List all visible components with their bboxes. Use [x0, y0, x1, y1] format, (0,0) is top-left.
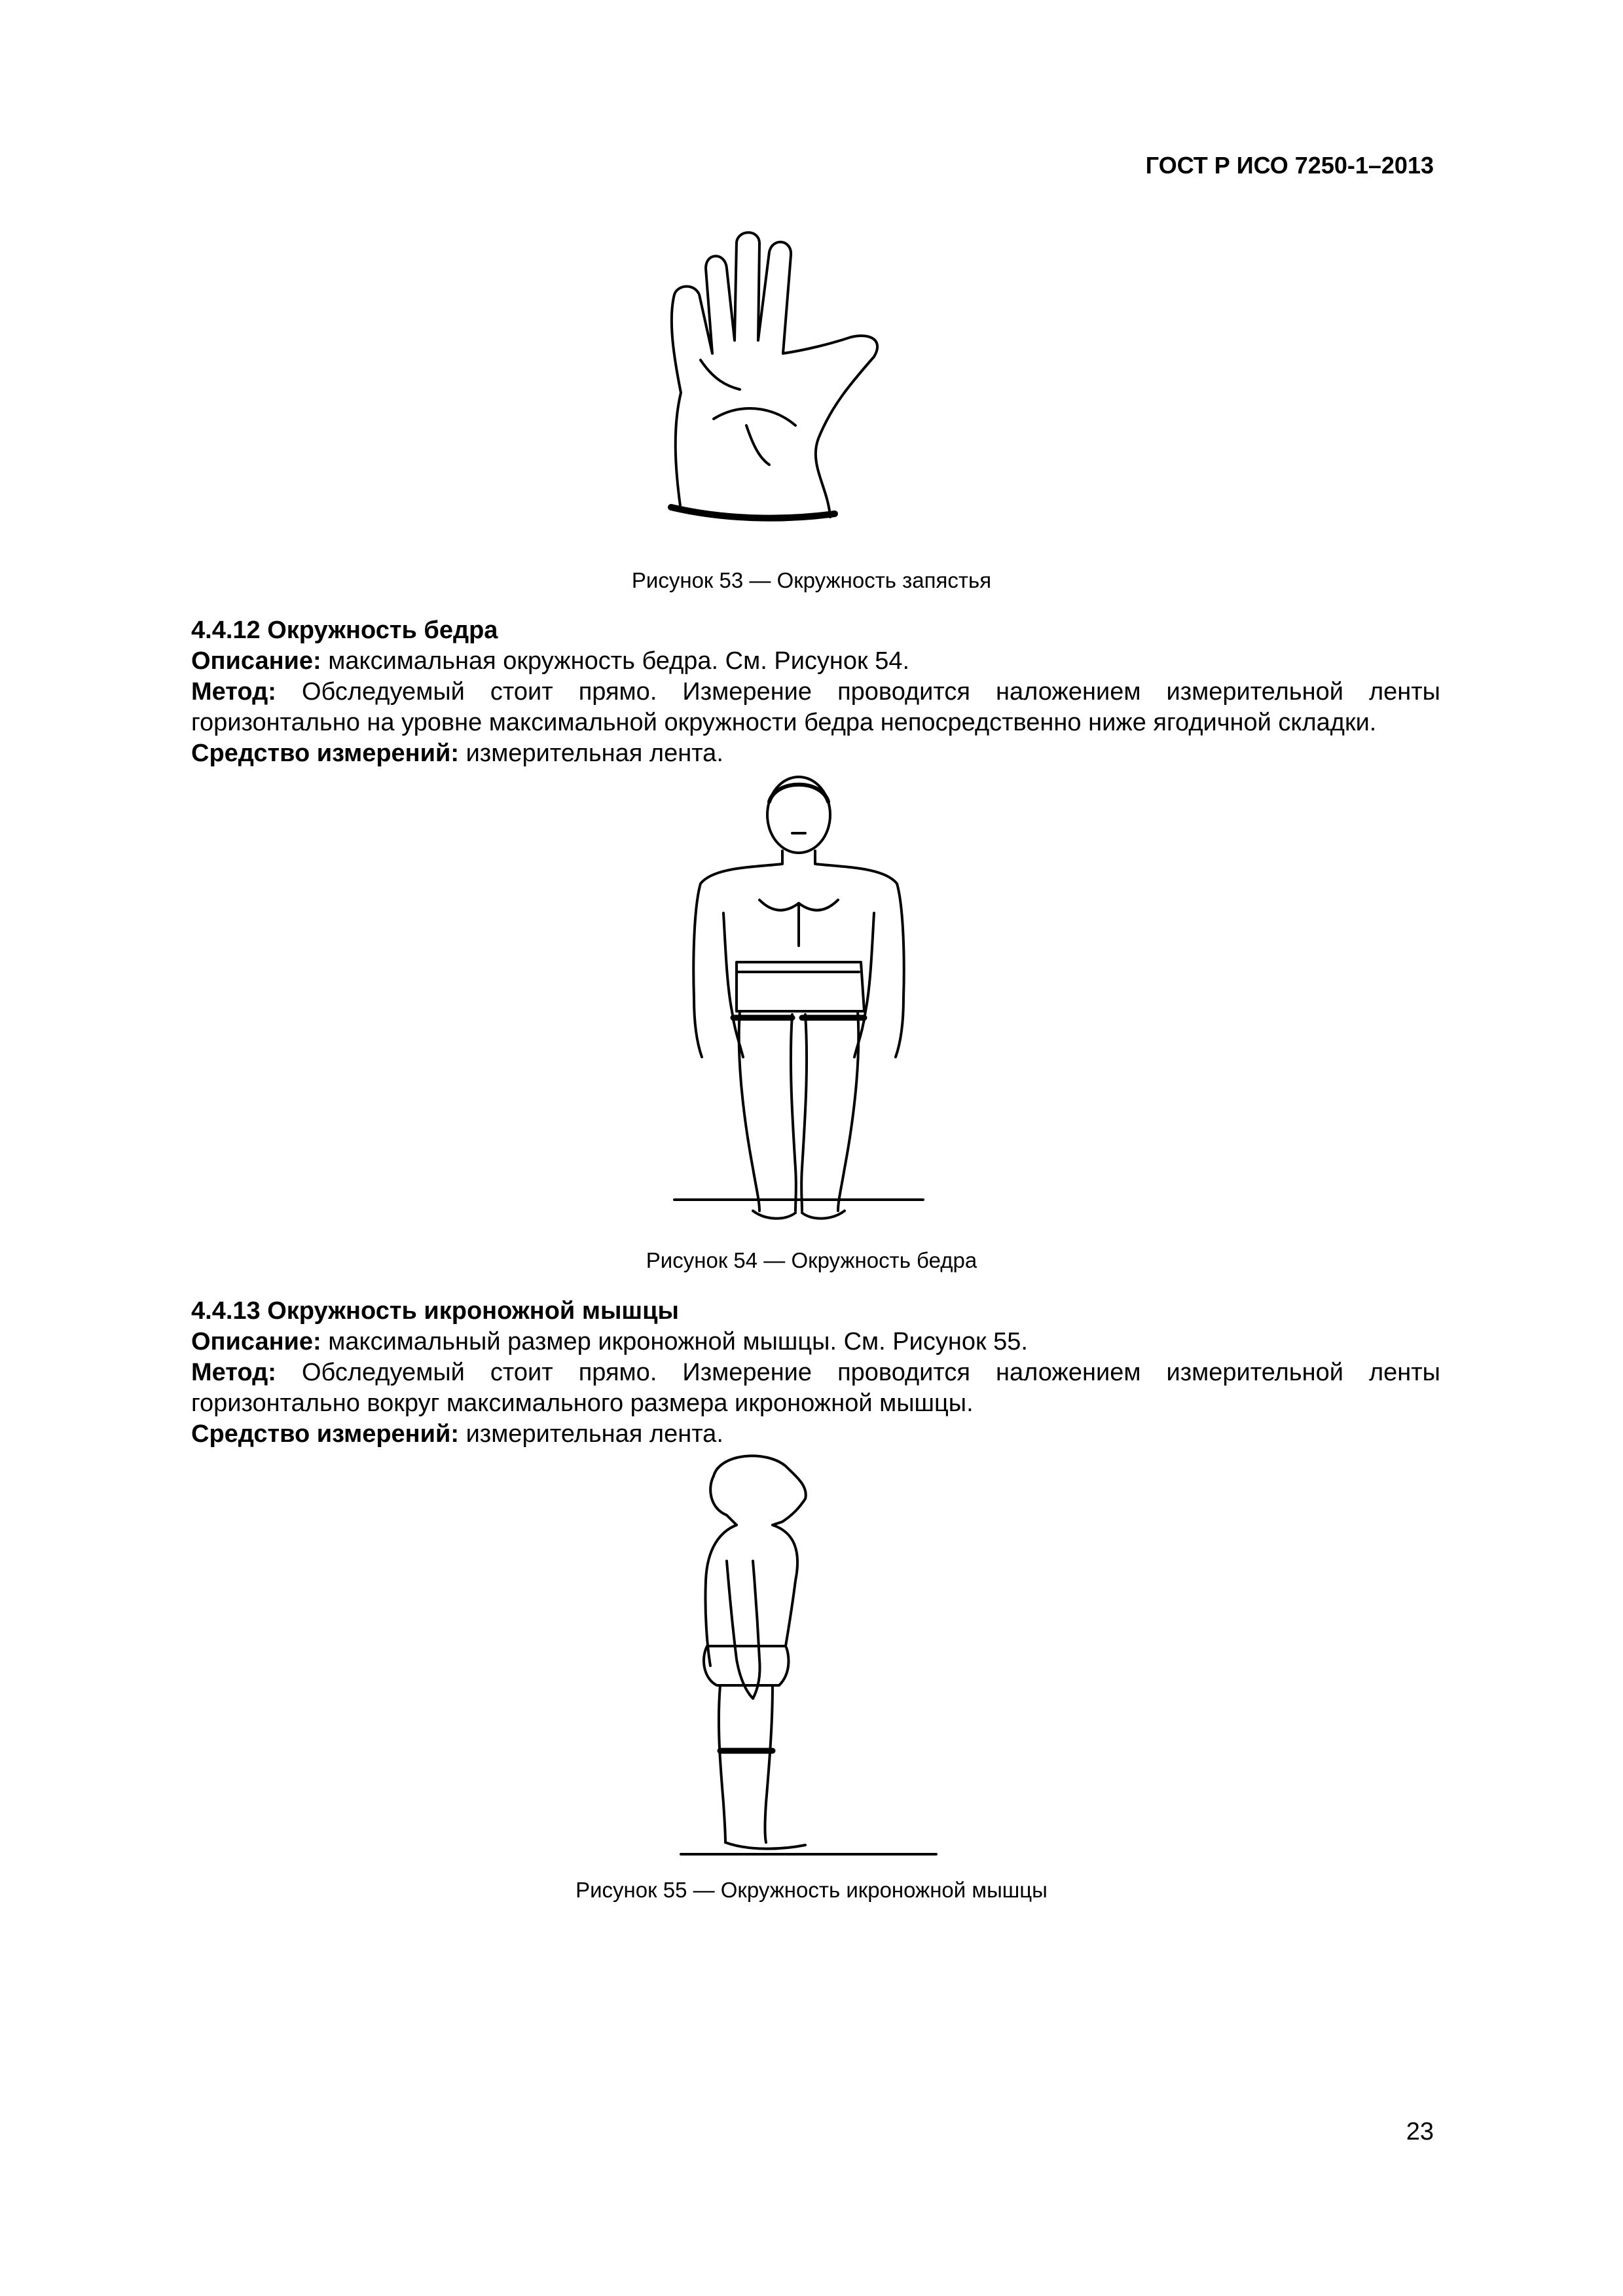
- figure-53-wrist-illustration: [655, 229, 956, 537]
- section-4412-method: [118, 677, 1440, 738]
- section-4412-heading: 4.4.12 Окружность бедра: [191, 617, 498, 644]
- method-label: Метод:: [191, 678, 276, 706]
- description-text: максимальная окружность бедра. См. Рисунок 54.: [321, 647, 910, 675]
- section-4412-block: [118, 615, 1440, 769]
- figure-54-thigh-illustration: [661, 776, 943, 1227]
- method-text: Обследуемый стоит прямо. Измерение проводится наложением измерительной ленты горизонтально на уровне максимальной окружности бедра непосредственно ниже ягодичной складки.: [191, 678, 1440, 736]
- section-4413-description: [118, 1327, 1440, 1357]
- instrument-text: измерительная лента.: [459, 740, 723, 767]
- section-4412-instrument: [118, 738, 1440, 769]
- instrument-text: измерительная лента.: [459, 1420, 723, 1448]
- figure-55-caption: Рисунок 55 — Окружность икроножной мышцы: [575, 1878, 1048, 1902]
- figure-54-caption: Рисунок 54 — Окружность бедра: [646, 1248, 977, 1272]
- section-4412-description: [118, 646, 1440, 677]
- section-4413-instrument: [118, 1419, 1440, 1450]
- description-label: Описание:: [191, 647, 321, 675]
- description-text: максимальный размер икроножной мышцы. См. Рисунок 55.: [321, 1328, 1028, 1355]
- method-text: Обследуемый стоит прямо. Измерение проводится наложением измерительной ленты горизонтально вокруг максимального размера икроножной мышцы.: [191, 1359, 1440, 1417]
- description-label: Описание:: [191, 1328, 321, 1355]
- page-number: 23: [1406, 2118, 1434, 2145]
- figure-53-caption: Рисунок 53 — Окружность запястья: [631, 568, 992, 592]
- section-4413-method: [118, 1357, 1440, 1419]
- instrument-label: Средство измерений:: [191, 1420, 460, 1448]
- section-4413-heading: 4.4.13 Окружность икроножной мышцы: [191, 1297, 679, 1325]
- section-4413-block: [118, 1296, 1440, 1450]
- figure-55-calf-illustration: [674, 1450, 943, 1862]
- document-header: ГОСТ Р ИСО 7250-1–2013: [1145, 152, 1434, 179]
- instrument-label: Средство измерений:: [191, 740, 460, 767]
- method-label: Метод:: [191, 1359, 276, 1386]
